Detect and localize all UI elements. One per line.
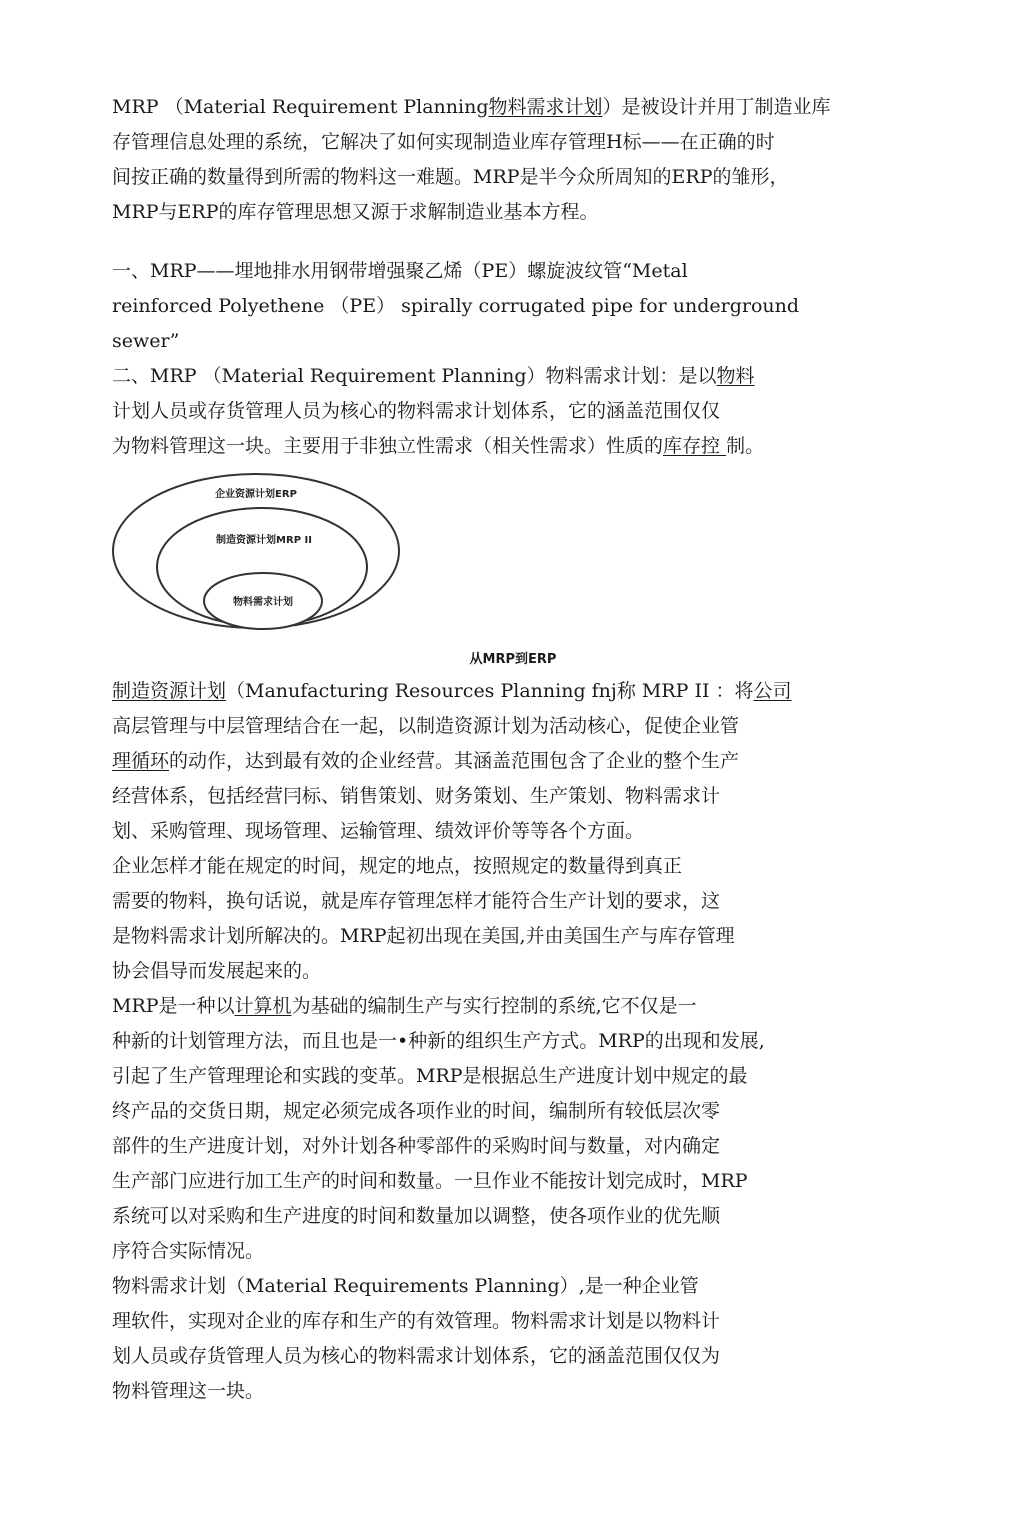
text-line: [112, 1304, 720, 1339]
text-line: [112, 1059, 765, 1094]
text-run: reinforced Polyethene （PE） spirally corrugated pipe for underground: [112, 295, 800, 317]
text-run: 引起了生产管理理论和实践的变革。MRP是根据总生产进度计划中规定的最: [112, 1065, 748, 1087]
text-line: [112, 814, 792, 849]
text-run: 为基础的编制生产与实行控制的系统,它不仅是一: [291, 995, 697, 1017]
text-line: [112, 1164, 765, 1199]
text-run: 序符合实际情况。: [112, 1240, 265, 1262]
text-run: 需要的物料，换句话说，就是库存管理怎样才能符合生产计划的要求，这: [112, 890, 721, 912]
text-line: [112, 195, 831, 230]
text-line: [112, 394, 764, 429]
text-run: 协会倡导而发展起来的。: [112, 960, 322, 982]
text-run: 企业怎样才能在规定的时间，规定的地点，按照规定的数量得到真正: [112, 855, 683, 877]
text-line: [112, 359, 764, 394]
text-run: 理软件，实现对企业的库存和生产的有效管理。物料需求计划是以物料计: [112, 1310, 721, 1332]
text-line: [112, 90, 831, 125]
underlined-term: 库存控: [663, 435, 727, 457]
text-run: 间按正确的数量得到所需的物料这一难题。MRP是半今众所周知的ERP的雏形，: [112, 166, 789, 188]
text-line: [112, 1024, 765, 1059]
text-line: [112, 919, 735, 954]
text-run: 划人员或存货管理人员为核心的物料需求计划体系，它的涵盖范围仅仅为: [112, 1345, 721, 1367]
text-line: [112, 1269, 720, 1304]
text-run: 经营体系，包括经营冃标、销售策划、财务策划、生产策划、物料需求计: [112, 785, 721, 807]
text-run: ）是被设计并用丁制造业库: [602, 96, 831, 118]
text-run: 物料需求计划（Material Requirements Planning）,是一种企业管: [112, 1275, 699, 1297]
text-line: [112, 849, 735, 884]
text-line: [112, 989, 765, 1024]
text-line: [112, 709, 792, 744]
text-line: [112, 160, 831, 195]
underlined-term: 理循环: [112, 750, 170, 772]
paragraph-section-2: [112, 359, 764, 464]
text-run: MRP （Material Requirement Planning: [112, 96, 489, 118]
text-run: 部件的生产进度计划，对外计划各种零部件的采购时间与数量，对内确定: [112, 1135, 721, 1157]
text-run: 制。: [726, 435, 765, 457]
text-line: [112, 254, 799, 289]
text-run: 物料管理这一块。: [112, 1380, 265, 1402]
paragraph-software: [112, 1269, 720, 1409]
paragraph-intro: [112, 90, 831, 230]
underlined-term: 物料: [716, 365, 755, 387]
middle-ellipse-label: 制造资源计划MRP II: [216, 535, 312, 546]
text-line: [112, 1374, 720, 1409]
underlined-term: 制造资源计划: [112, 680, 227, 702]
paragraph-system: [112, 989, 765, 1269]
underlined-term: 物料需求计划: [488, 96, 603, 118]
text-line: [112, 125, 831, 160]
text-run: 高层管理与中层管理结合在一起，以制造资源计划为活动核心，促使企业管: [112, 715, 740, 737]
text-run: 是物料需求计划所解决的。MRP起初出现在美国,并由美国生产与库存管理: [112, 925, 735, 947]
text-line: [112, 1199, 765, 1234]
text-run: 的动作，达到最有效的企业经营。其涵盖范围包含了企业的整个生产: [169, 750, 740, 772]
text-line: [112, 744, 792, 779]
text-run: 存管理信息处理的系统，它解决了如何实现制造业库存管理H标——在正确的时: [112, 131, 775, 153]
text-run: MRP是一种以: [112, 995, 235, 1017]
underlined-term: 计算机: [234, 995, 292, 1017]
paragraph-section-1: [112, 254, 799, 359]
text-run: 种新的计划管理方法，而且也是一•种新的组织生产方式。MRP的出现和发展,: [112, 1030, 765, 1052]
text-run: MRP与ERP的库存管理思想又源于求解制造业基本方程。: [112, 201, 599, 223]
inner-ellipse-label: 物料需求计划: [233, 597, 293, 608]
text-line: [112, 289, 799, 324]
text-run: 终产品的交货日期，规定必须完成各项作业的时间，编制所有较低层次零: [112, 1100, 721, 1122]
text-run: （Manufacturing Resources Planning fnj称 MRP II ：将: [226, 680, 754, 702]
text-line: [112, 1094, 765, 1129]
text-line: [112, 1339, 720, 1374]
text-line: [112, 1234, 765, 1269]
text-run: 计划人员或存货管理人员为核心的物料需求计划体系，它的涵盖范围仅仅: [112, 400, 721, 422]
figure-caption: 从MRP到ERP: [469, 652, 557, 667]
mrp-erp-figure: [110, 470, 402, 632]
text-run: 划、采购管理、现场管理、运输管理、绩效评价等等各个方面。: [112, 820, 645, 842]
text-line: [112, 324, 799, 359]
text-run: 二、MRP （Material Requirement Planning）物料需求计划：是以: [112, 365, 717, 387]
text-run: sewer”: [112, 330, 180, 352]
text-run: 生产部门应进行加工生产的时间和数量。一旦作业不能按计划完成时，MRP: [112, 1170, 748, 1192]
text-line: [112, 779, 792, 814]
text-line: [112, 884, 735, 919]
paragraph-question: [112, 849, 735, 989]
text-line: [112, 674, 792, 709]
text-run: 为物料管理这一块。主要用于非独立性需求（相关性需求）性质的: [112, 435, 664, 457]
paragraph-mrp2: [112, 674, 792, 849]
text-line: [112, 1129, 765, 1164]
text-line: [112, 954, 735, 989]
text-run: 一、MRP——埋地排水用钢带增强聚乙烯（PE）螺旋波纹管“Metal: [112, 260, 688, 282]
outer-ellipse-label: 企业资源计划ERP: [215, 489, 297, 500]
text-run: 系统可以对采购和生产进度的时间和数量加以调整，使各项作业的优先顺: [112, 1205, 721, 1227]
text-line: [112, 429, 764, 464]
underlined-term: 公司: [753, 680, 792, 702]
